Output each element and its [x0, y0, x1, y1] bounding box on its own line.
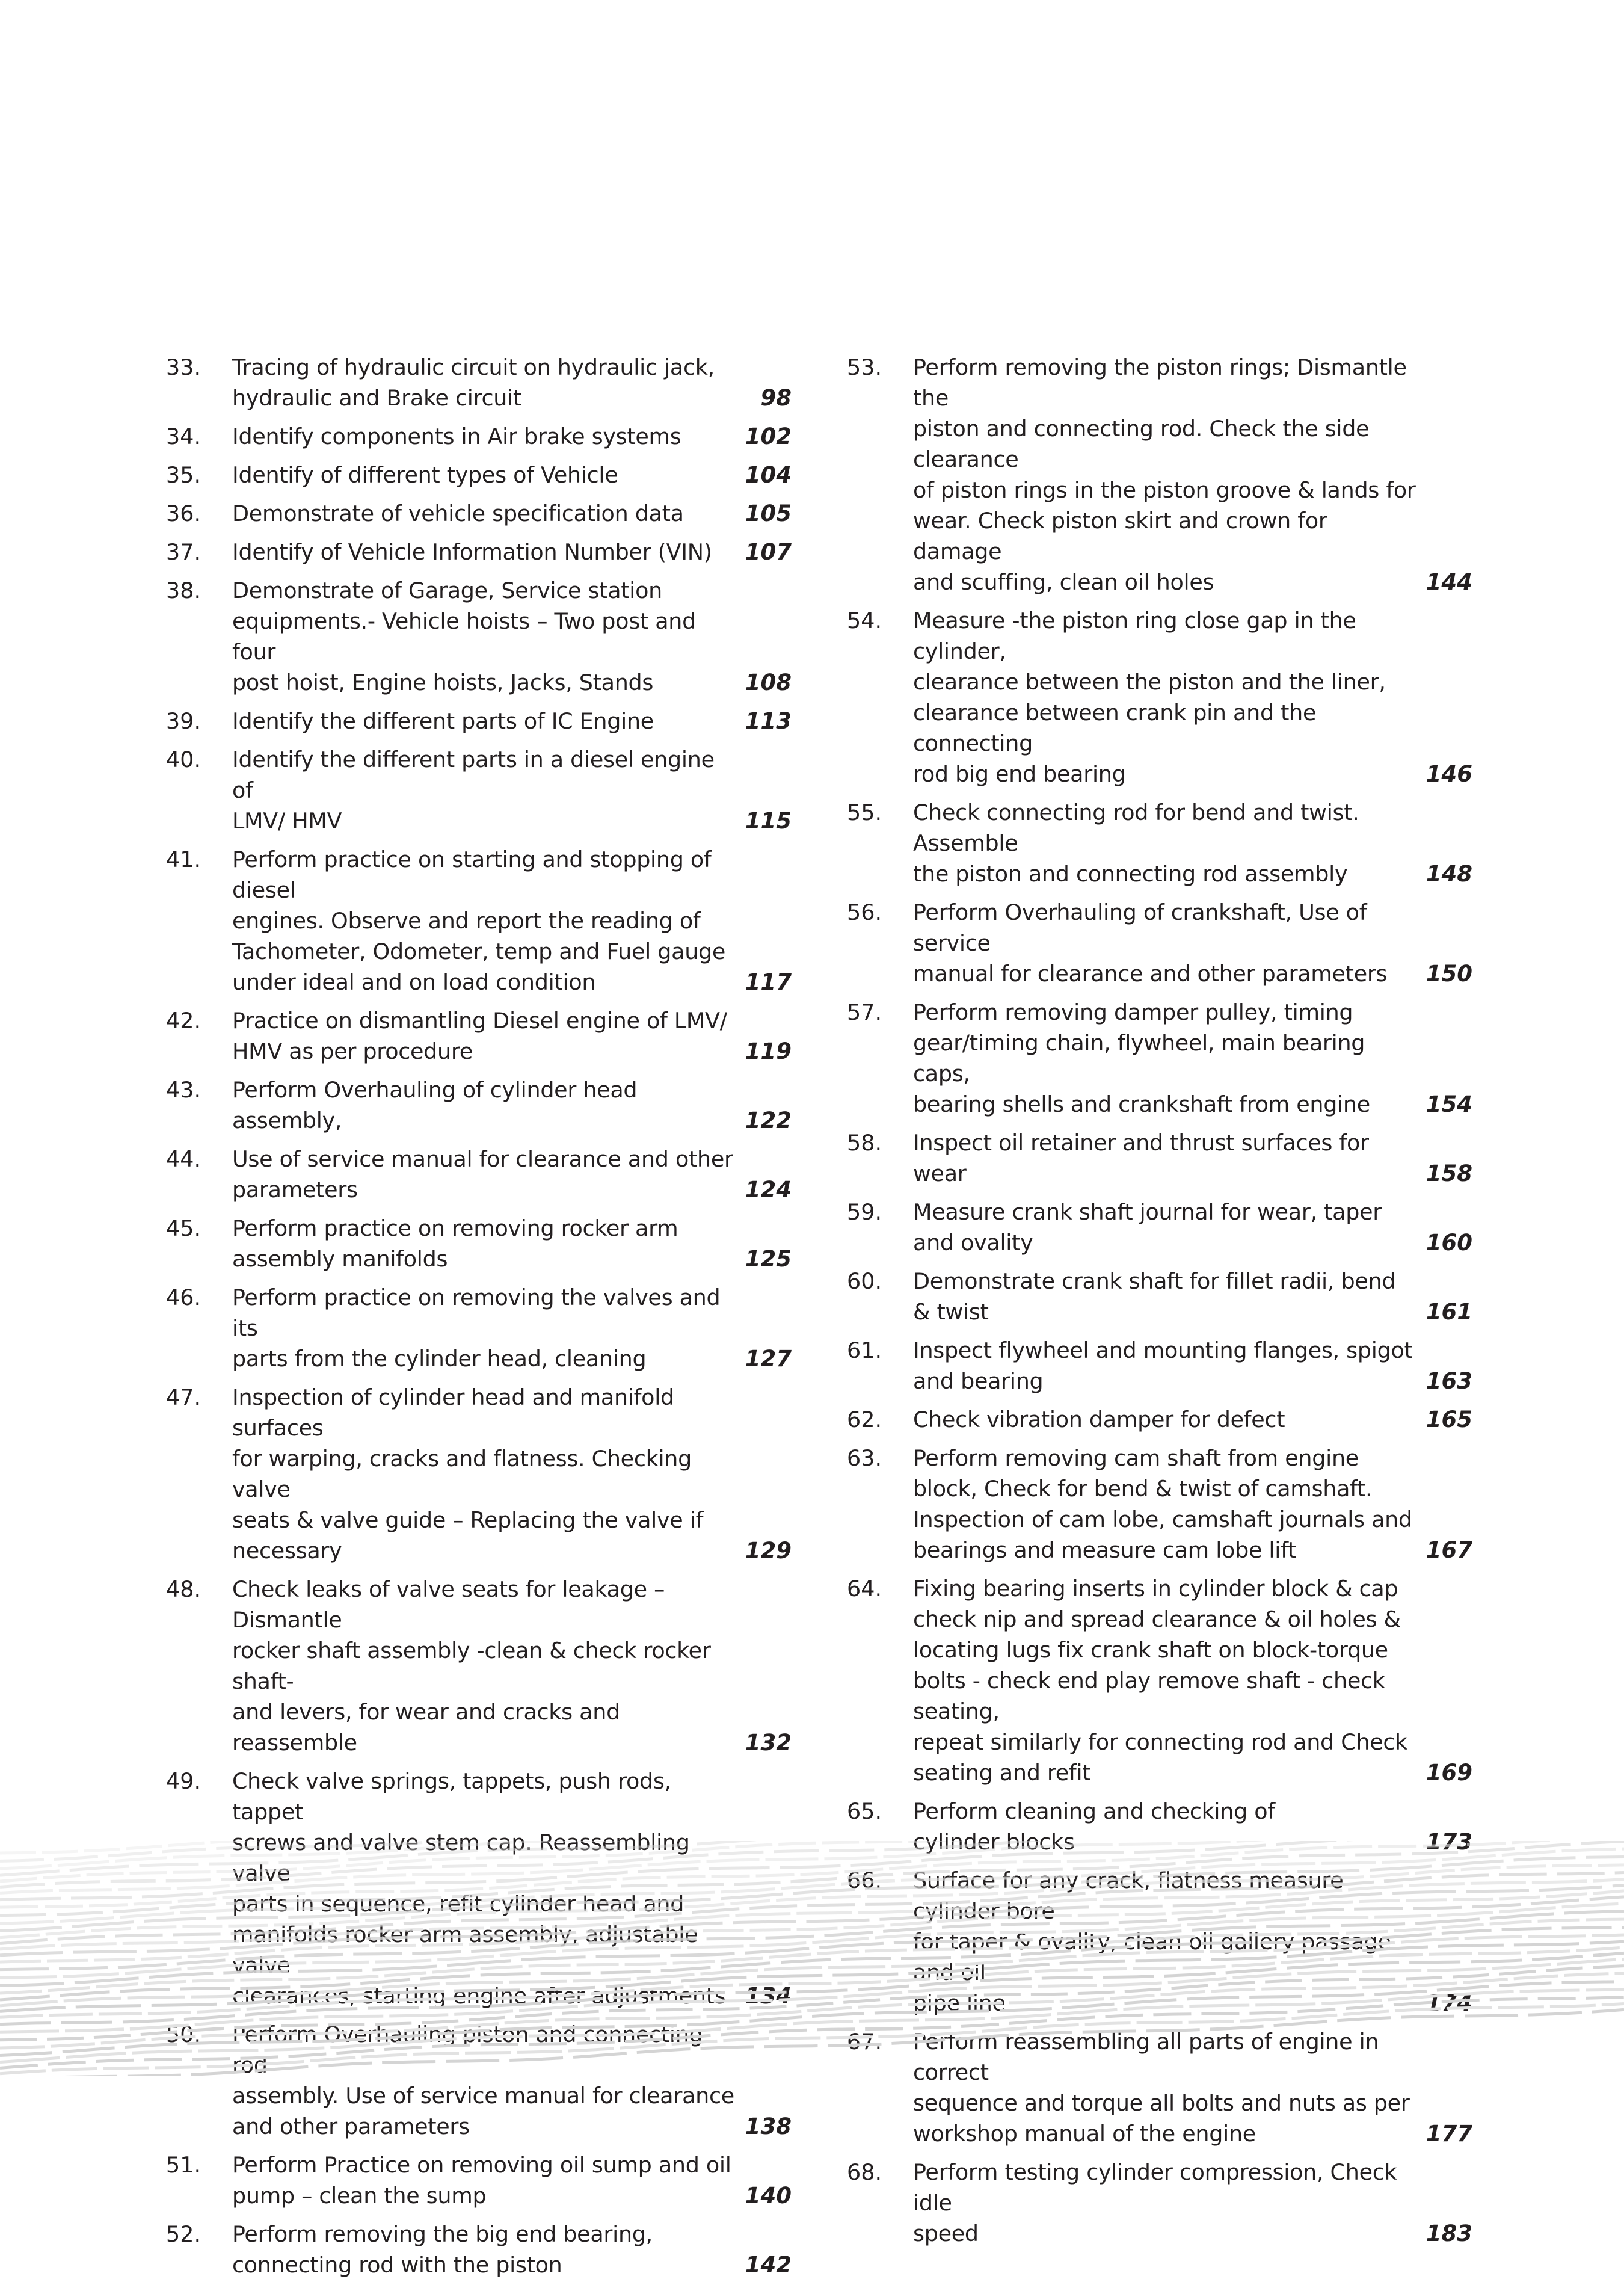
entry-title: Measure -the piston ring close gap in the cylinder, clearance between the piston and the liner, clearance between crank pin and the connecting rod big end bearing [913, 608, 1386, 787]
toc-entry [166, 575, 792, 698]
entry-number: 44. [166, 1146, 201, 1172]
entry-number: 40. [166, 747, 201, 772]
entry-page-number: 113 [745, 708, 792, 734]
entry-title: Perform practice on removing rocker arm assembly manifolds [232, 1215, 678, 1272]
entry-title: Perform removing damper pulley, timing gear/timing chain, flywheel, main bearing caps, bearing shells and crankshaft from engine [913, 999, 1370, 1117]
toc-entry [847, 605, 1472, 789]
entry-page-number: 105 [745, 501, 792, 526]
toc-entry [166, 1382, 792, 1566]
entry-title: Perform removing the piston rings; Dismantle the piston and connecting rod. Check the side clearance of piston rings in the piston groove & lands for wear. Check piston skirt and crown for damage and scuffing, clean oil holes [913, 354, 1416, 595]
toc-entry [847, 2157, 1472, 2249]
entry-page-number: 108 [745, 670, 792, 695]
entry-page-number: 138 [745, 2114, 792, 2139]
toc-entry [847, 1335, 1472, 1396]
toc-entry [847, 1127, 1472, 1189]
entry-number: 39. [166, 708, 201, 734]
entry-page-number: 150 [1426, 961, 1472, 987]
entry-title: Demonstrate crank shaft for fillet radii, bend & twist [913, 1268, 1396, 1325]
entry-number: 48. [166, 1576, 201, 1602]
entry-title: Identify components in Air brake systems [232, 424, 681, 449]
entry-title: Identify of Vehicle Information Number (VIN) [232, 539, 712, 565]
entry-number: 46. [166, 1284, 201, 1310]
toc-entry [166, 706, 792, 736]
entry-number: 42. [166, 1008, 201, 1034]
entry-title: Surface for any crack, flatness measure cylinder bore for taper & ovality, clean oil gallery passage and oil pipe line [913, 1867, 1391, 2016]
entry-page-number: 132 [745, 1730, 792, 1756]
entry-number: 55. [847, 800, 882, 825]
entry-page-number: 117 [745, 969, 792, 995]
entry-page-number: 119 [745, 1038, 792, 1064]
entry-page-number: 163 [1426, 1368, 1472, 1394]
entry-number: 54. [847, 608, 882, 634]
entry-number: 33. [166, 354, 201, 380]
entry-number: 68. [847, 2159, 882, 2185]
entry-number: 37. [166, 539, 201, 565]
toc-entry [166, 498, 792, 529]
entry-page-number: 177 [1426, 2121, 1472, 2147]
entry-page-number: 98 [760, 385, 792, 411]
entry-title: Identify the different parts in a diesel engine of LMV/ HMV [232, 747, 715, 834]
entry-title: Demonstrate of vehicle specification data [232, 501, 684, 526]
entry-number: 52. [166, 2221, 201, 2247]
toc-entry [847, 352, 1472, 597]
entry-number: 63. [847, 1445, 882, 1471]
toc-entry [847, 1404, 1472, 1435]
toc-entry [847, 997, 1472, 1120]
toc-entry [166, 1574, 792, 1758]
entry-page-number: 122 [745, 1108, 792, 1133]
entry-number: 53. [847, 354, 882, 380]
entry-page-number: 160 [1426, 1230, 1472, 1256]
entry-number: 36. [166, 501, 201, 526]
entry-page-number: 102 [745, 424, 792, 449]
entry-page-number: 144 [1426, 569, 1472, 595]
entry-number: 58. [847, 1130, 882, 1156]
entry-number: 45. [166, 1215, 201, 1241]
entry-page-number: 115 [745, 808, 792, 834]
entry-title: Perform Overhauling of crankshaft, Use of service manual for clearance and other parameters [913, 899, 1388, 987]
toc-entry [847, 1573, 1472, 1788]
entry-page-number: 146 [1426, 761, 1472, 787]
entry-page-number: 134 [745, 1983, 792, 2009]
toc-entry [847, 797, 1472, 889]
entry-number: 49. [166, 1768, 201, 1794]
entry-title: Perform cleaning and checking of cylinder blocks [913, 1798, 1275, 1855]
toc-entry [847, 1266, 1472, 1327]
entry-number: 61. [847, 1337, 882, 1363]
entry-title: Inspection of cylinder head and manifold surfaces for warping, cracks and flatness. Checking valve seats & valve guide – Replacing the valve if necessary [232, 1384, 704, 1564]
toc-entry [847, 1443, 1472, 1565]
entry-page-number: 154 [1426, 1091, 1472, 1117]
entry-number: 59. [847, 1199, 882, 1225]
toc-entry [166, 352, 792, 413]
entry-page-number: 125 [745, 1246, 792, 1272]
entry-page-number: 169 [1426, 1760, 1472, 1786]
wave-stripe [0, 1997, 1624, 2068]
entry-number: 66. [847, 1867, 882, 1893]
entry-title: Identify the different parts of IC Engine [232, 708, 654, 734]
toc-entry [166, 421, 792, 452]
entry-number: 60. [847, 1268, 882, 1294]
entry-title: Perform Practice on removing oil sump and oil pump – clean the sump [232, 2152, 731, 2209]
entry-title: Perform Overhauling of cylinder head assembly, [232, 1077, 638, 1133]
entry-number: 57. [847, 999, 882, 1025]
entry-title: Check vibration damper for defect [913, 1407, 1285, 1432]
entry-number: 65. [847, 1798, 882, 1824]
toc-entry [166, 537, 792, 567]
entry-page-number: 107 [745, 539, 792, 565]
entry-title: Perform removing the big end bearing, connecting rod with the piston [232, 2221, 653, 2278]
entry-page-number: 140 [745, 2183, 792, 2209]
toc-entry [166, 1005, 792, 1067]
toc-entry [847, 897, 1472, 989]
entry-title: Demonstrate of Garage, Service station equipments.- Vehicle hoists – Two post and four post hoist, Engine hoists, Jacks, Stands [232, 578, 696, 695]
entry-title: Inspect flywheel and mounting flanges, spigot and bearing [913, 1337, 1413, 1394]
entry-number: 64. [847, 1576, 882, 1602]
entry-title: Perform practice on removing the valves and its parts from the cylinder head, cleaning [232, 1284, 721, 1372]
entry-page-number: 124 [745, 1177, 792, 1203]
entry-number: 67. [847, 2029, 882, 2055]
entry-page-number: 167 [1426, 1537, 1472, 1563]
entry-page-number: 183 [1426, 2221, 1472, 2246]
entry-title: Use of service manual for clearance and other parameters [232, 1146, 733, 1203]
toc-entry [166, 1282, 792, 1374]
entry-number: 43. [166, 1077, 201, 1103]
entry-number: 38. [166, 578, 201, 603]
entry-page-number: 161 [1426, 1299, 1472, 1325]
entry-number: 50. [166, 2021, 201, 2047]
wave-stripe [0, 2004, 1624, 2074]
entry-page-number: 142 [745, 2252, 792, 2278]
entry-title: Check connecting rod for bend and twist. Assemble the piston and connecting rod assembly [913, 800, 1359, 887]
toc-entry [166, 2219, 792, 2280]
entry-page-number: 165 [1426, 1407, 1472, 1432]
decorative-wave-pattern [0, 1841, 1624, 2076]
entry-title: Perform testing cylinder compression, Check idle speed [913, 2159, 1397, 2246]
toc-entry [166, 744, 792, 836]
entry-number: 34. [166, 424, 201, 449]
entry-title: Fixing bearing inserts in cylinder block & cap check nip and spread clearance & oil holes & locating lugs fix crank shaft on block-torque bolts - check end play remove shaft - check seating, repeat similarly for connecting rod and Check seating and refit [913, 1576, 1407, 1786]
entry-title: Check leaks of valve seats for leakage – Dismantle rocker shaft assembly -clean & check rocker shaft- and levers, for wear and cracks and reassemble [232, 1576, 711, 1756]
entry-title: Practice on dismantling Diesel engine of LMV/ HMV as per procedure [232, 1008, 727, 1064]
entry-title: Perform practice on starting and stopping of diesel engines. Observe and report the reading of Tachometer, Odometer, temp and Fuel gauge under ideal and on load condition [232, 846, 726, 995]
entry-number: 47. [166, 1384, 201, 1410]
toc-entry [847, 1197, 1472, 1258]
entry-title: Perform removing cam shaft from engine block, Check for bend & twist of camshaft. Inspection of cam lobe, camshaft journals and bearings and measure cam lobe lift [913, 1445, 1412, 1563]
entry-number: 51. [166, 2152, 201, 2178]
entry-number: 35. [166, 462, 201, 488]
toc-entry [166, 1213, 792, 1274]
toc-entry [166, 1144, 792, 1205]
entry-title: Tracing of hydraulic circuit on hydraulic jack, hydraulic and Brake circuit [232, 354, 715, 411]
toc-entry [166, 2150, 792, 2211]
entry-title: Inspect oil retainer and thrust surfaces for wear [913, 1130, 1369, 1186]
entry-number: 62. [847, 1407, 882, 1432]
toc-entry [166, 1075, 792, 1136]
toc-entry [166, 844, 792, 998]
entry-page-number: 148 [1426, 861, 1472, 887]
entry-page-number: 129 [745, 1538, 792, 1564]
entry-number: 56. [847, 899, 882, 925]
entry-page-number: 158 [1426, 1161, 1472, 1186]
toc-entry [166, 460, 792, 490]
entry-title: Perform reassembling all parts of engine in correct sequence and torque all bolts and nuts as per workshop manual of the engine [913, 2029, 1410, 2147]
entry-page-number: 174 [1426, 1990, 1472, 2016]
entry-page-number: 173 [1426, 1829, 1472, 1855]
entry-page-number: 127 [745, 1346, 792, 1372]
entry-title: Check valve springs, tappets, push rods, tappet screws and valve stem cap. Reassembling valve parts in sequence, refit cylinder head and manifolds rocker arm assembly, adjustable valve clearances, starting engine after adjustments [232, 1768, 726, 2009]
entry-title: Identify of different types of Vehicle [232, 462, 618, 488]
entry-number: 41. [166, 846, 201, 872]
entry-title: Perform Overhauling piston and connecting rod assembly. Use of service manual for clearance and other parameters [232, 2021, 734, 2139]
entry-title: Measure crank shaft journal for wear, taper and ovality [913, 1199, 1382, 1256]
entry-page-number: 104 [745, 462, 792, 488]
